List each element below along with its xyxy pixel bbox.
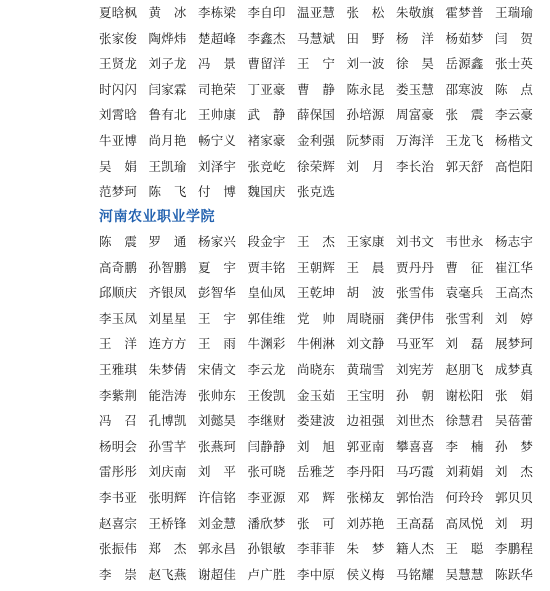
name-entry: 李云豪: [495, 107, 534, 123]
name-entry: 宋倩文: [198, 362, 237, 377]
name-entry: 皇仙凤: [247, 285, 286, 301]
name-entry: 张明辉: [148, 490, 187, 505]
name-entry: 夏晗枫: [99, 5, 138, 20]
name-entry: 王 晨: [346, 259, 385, 275]
name-row: [99, 462, 545, 482]
name-entry: 范梦珂: [99, 184, 138, 200]
name-entry: 边祖强: [346, 413, 385, 429]
name-row: [99, 488, 545, 508]
name-entry: 王宝明: [346, 387, 385, 403]
name-entry: 刘金慧: [198, 515, 237, 531]
name-entry: 张雪利: [445, 310, 484, 326]
name-entry: 闫静静: [247, 438, 286, 454]
name-entry: 能浩涛: [148, 387, 187, 403]
name-entry: 刘星星: [148, 310, 187, 326]
name-entry: 金玉茹: [297, 387, 336, 403]
name-entry: 王 宇: [198, 310, 237, 326]
name-entry: 彭智华: [198, 285, 237, 301]
name-entry: 王高杰: [495, 285, 534, 301]
name-entry: 赵飞燕: [148, 566, 187, 582]
name-row: [99, 157, 545, 177]
name-entry: 张克选: [297, 184, 336, 200]
name-entry: 王乾坤: [297, 285, 336, 301]
name-entry: 刘子龙: [148, 56, 187, 72]
name-entry: 时闪闪: [99, 81, 138, 97]
name-entry: 孙培源: [346, 107, 385, 123]
name-entry: 贾丰铭: [247, 259, 286, 275]
name-entry: 朱 梦: [346, 541, 385, 557]
name-entry: 王家康: [346, 234, 385, 249]
name-entry: 薛保国: [297, 107, 336, 123]
name-entry: 杨茹梦: [445, 30, 484, 46]
name-entry: 王俊凯: [247, 387, 286, 403]
name-entry: 李丹阳: [346, 464, 385, 480]
name-row: [99, 334, 545, 354]
name-entry: 刘 磊: [445, 336, 484, 352]
name-entry: 王 聪: [445, 541, 484, 557]
name-row: [99, 182, 545, 202]
name-entry: 孔博凯: [148, 413, 187, 429]
name-entry: 徐慧君: [445, 413, 484, 429]
name-entry: 娄玉慧: [396, 81, 435, 97]
name-entry: 田 野: [346, 30, 385, 46]
name-entry: 李长治: [396, 158, 435, 174]
name-entry: 张 松: [346, 5, 385, 20]
name-entry: 陈 飞: [148, 184, 187, 200]
name-entry: 黄瑞雪: [346, 362, 385, 377]
name-entry: 陈永昆: [346, 81, 385, 97]
name-row: [99, 565, 545, 585]
name-entry: 刘霄晗: [99, 107, 138, 123]
name-row: [99, 411, 545, 431]
name-entry: 刘 旭: [297, 438, 336, 454]
name-entry: 袁毫兵: [445, 285, 484, 301]
name-entry: 罗 通: [148, 234, 187, 249]
name-entry: 付 博: [198, 184, 237, 200]
name-entry: 籍人杰: [396, 541, 435, 557]
name-entry: 李 楠: [445, 438, 484, 454]
name-entry: 刘懿昊: [198, 413, 237, 429]
name-entry: 李中原: [297, 566, 336, 582]
name-row: [99, 386, 545, 406]
name-entry: 侯义梅: [346, 566, 385, 582]
name-entry: 张梯友: [346, 490, 385, 505]
name-entry: 胡 波: [346, 285, 385, 301]
name-entry: 刘 月: [346, 158, 385, 174]
name-entry: 党 帅: [297, 310, 336, 326]
name-entry: 刘苏艳: [346, 515, 385, 531]
name-entry: 孙 朝: [396, 387, 435, 403]
name-entry: 徐荣辉: [297, 158, 336, 174]
name-row: [99, 3, 545, 23]
name-entry: 孙 梦: [495, 438, 534, 454]
name-row: [99, 131, 545, 151]
name-entry: 孙雪芊: [148, 438, 187, 454]
name-entry: 朱敬旗: [396, 5, 435, 20]
name-entry: 冯 景: [198, 56, 237, 72]
name-entry: 杨明会: [99, 438, 138, 454]
name-entry: 郭亚南: [346, 438, 385, 454]
name-entry: 司艳荣: [198, 81, 237, 97]
name-entry: 李鹏程: [495, 541, 534, 557]
name-entry: 邱顺庆: [99, 285, 138, 301]
name-entry: 李亚源: [247, 490, 286, 505]
name-entry: 曹留洋: [247, 56, 286, 72]
name-entry: 杨家兴: [198, 234, 237, 249]
name-entry: 尚月艳: [148, 133, 187, 148]
name-entry: 张 娟: [495, 387, 534, 403]
name-entry: 王凯瑜: [148, 158, 187, 174]
name-entry: 刘 平: [198, 464, 237, 480]
name-entry: 周富豪: [396, 107, 435, 123]
name-row: [99, 539, 545, 559]
name-entry: 褚家豪: [247, 133, 286, 148]
name-entry: 王瑞瑜: [495, 5, 534, 20]
name-entry: 冯 召: [99, 413, 138, 429]
name-entry: 陈跃华: [495, 566, 534, 582]
name-entry: 万海洋: [396, 133, 435, 148]
name-entry: 金利强: [297, 133, 336, 148]
name-entry: 曹 静: [297, 81, 336, 97]
name-entry: 攀喜喜: [396, 438, 435, 454]
name-entry: 刘文静: [346, 336, 385, 352]
name-entry: 高奇鹏: [99, 259, 138, 275]
name-row: [99, 80, 545, 100]
name-entry: 吴蓓蕾: [495, 413, 534, 429]
name-entry: 崔江华: [495, 259, 534, 275]
name-entry: 高凤悦: [445, 515, 484, 531]
name-entry: 吴慧慧: [445, 566, 484, 582]
name-entry: 娄建波: [297, 413, 336, 429]
name-entry: 成梦真: [495, 362, 534, 377]
name-entry: 郭天舒: [445, 158, 484, 174]
name-entry: 王 宁: [297, 56, 336, 72]
name-entry: 谢超佳: [198, 566, 237, 582]
name-entry: 鲁有北: [148, 107, 187, 123]
name-entry: 张帅东: [198, 387, 237, 403]
name-entry: 牛亚博: [99, 133, 138, 148]
name-entry: 陶烨炜: [148, 30, 187, 46]
name-entry: 赵朋飞: [445, 362, 484, 377]
name-entry: 楚超峰: [198, 30, 237, 46]
name-entry: 张士英: [495, 56, 534, 72]
name-entry: 邓 辉: [297, 490, 336, 505]
name-entry: 马亚军: [396, 336, 435, 352]
name-entry: 牛俐淋: [297, 336, 336, 352]
name-entry: 曹 征: [445, 259, 484, 275]
name-entry: 张可晓: [247, 464, 286, 480]
name-row: [99, 514, 545, 534]
name-entry: 张雪伟: [396, 285, 435, 301]
name-entry: 李菲菲: [297, 541, 336, 557]
name-entry: 刘书文: [396, 234, 435, 249]
name-entry: 连方方: [148, 336, 187, 352]
name-entry: 刘一波: [346, 56, 385, 72]
name-entry: 周晓丽: [346, 310, 385, 326]
name-entry: 郭佳维: [247, 310, 286, 326]
name-entry: 郭贝贝: [495, 490, 534, 505]
name-entry: 孙银敏: [247, 541, 286, 557]
name-entry: 陈 震: [99, 234, 138, 249]
name-entry: 张燕珂: [198, 438, 237, 454]
name-entry: 赵喜宗: [99, 515, 138, 531]
name-entry: 马巧霞: [396, 464, 435, 480]
name-entry: 夏 宇: [198, 259, 237, 275]
name-entry: 闫家霖: [148, 81, 187, 97]
name-entry: 王 雨: [198, 336, 237, 352]
name-entry: 刘莉娟: [445, 464, 484, 480]
name-row: [99, 54, 545, 74]
name-entry: 齐银凤: [148, 285, 187, 301]
name-entry: 郭永昌: [198, 541, 237, 557]
name-entry: 谢松阳: [445, 387, 484, 403]
name-entry: 李鑫杰: [247, 30, 286, 46]
name-entry: 丁亚豪: [247, 81, 286, 97]
name-entry: 郑 杰: [148, 541, 187, 557]
name-entry: 何玲玲: [445, 490, 484, 505]
name-entry: 杨 洋: [396, 30, 435, 46]
name-entry: 牛渊彩: [247, 336, 286, 352]
name-entry: 霍梦普: [445, 5, 484, 20]
name-entry: 李 崇: [99, 566, 138, 582]
name-entry: 刘宪芳: [396, 362, 435, 377]
name-entry: 黄 冰: [148, 5, 187, 20]
name-entry: 畅宁义: [198, 133, 237, 148]
name-entry: 温亚慧: [297, 5, 336, 20]
name-row: [99, 437, 545, 457]
name-entry: 武 静: [247, 107, 286, 123]
name-entry: 刘庆南: [148, 464, 187, 480]
name-entry: 李继财: [247, 413, 286, 429]
name-entry: 李玉凤: [99, 310, 138, 326]
name-entry: 雷彤彤: [99, 464, 138, 480]
name-entry: 李栋梁: [198, 5, 237, 20]
name-entry: 王朝辉: [297, 259, 336, 275]
name-entry: 阮梦雨: [346, 133, 385, 148]
name-entry: 郭怡浩: [396, 490, 435, 505]
name-entry: 王贤龙: [99, 56, 138, 72]
name-row: [99, 283, 545, 303]
name-entry: 王龙飞: [445, 133, 484, 148]
name-entry: 岳雅芝: [297, 464, 336, 480]
name-entry: 吴 娟: [99, 158, 138, 174]
name-row: [99, 232, 545, 252]
name-entry: 刘世杰: [396, 413, 435, 429]
name-entry: 刘 婷: [495, 310, 534, 326]
name-entry: 马铭耀: [396, 566, 435, 582]
name-entry: 龚伊伟: [396, 310, 435, 326]
name-entry: 李云龙: [247, 362, 286, 377]
name-entry: 王 洋: [99, 336, 138, 352]
name-entry: 展梦珂: [495, 336, 534, 352]
name-entry: 张 震: [445, 107, 484, 123]
name-entry: 刘泽宇: [198, 158, 237, 174]
name-row: [99, 360, 545, 380]
section-heading: 河南农业职业学院: [99, 209, 215, 225]
name-entry: 李书亚: [99, 490, 138, 505]
name-entry: 王桥锋: [148, 515, 187, 531]
name-row: [99, 258, 545, 278]
name-entry: 韦世永: [445, 234, 484, 249]
name-entry: 张竞屹: [247, 158, 286, 174]
name-entry: 邵寒波: [445, 81, 484, 97]
name-entry: 张家俊: [99, 30, 138, 46]
name-entry: 杨楷文: [495, 133, 534, 148]
name-row: [99, 29, 545, 49]
name-entry: 张振伟: [99, 541, 138, 557]
name-row: [99, 309, 545, 329]
name-entry: 王帅康: [198, 107, 237, 123]
name-entry: 陈 点: [495, 81, 534, 97]
name-entry: 李紫荆: [99, 387, 138, 403]
name-entry: 王雅琪: [99, 362, 138, 377]
name-entry: 杨志宇: [495, 234, 534, 249]
name-entry: 岳源鑫: [445, 56, 484, 72]
name-entry: 许信铭: [198, 490, 237, 505]
name-entry: 徐 昊: [396, 56, 435, 72]
name-entry: 李自印: [247, 5, 286, 20]
name-entry: 王高磊: [396, 515, 435, 531]
name-row: [99, 105, 545, 125]
name-entry: 闫 贺: [495, 30, 534, 46]
name-entry: 刘 玥: [495, 515, 534, 531]
name-entry: 高恺阳: [495, 158, 534, 174]
name-entry: 张 可: [297, 515, 336, 531]
name-entry: 朱梦倩: [148, 362, 187, 377]
name-entry: 魏国庆: [247, 184, 286, 200]
name-entry: 段金宇: [247, 234, 286, 249]
name-entry: 卢广胜: [247, 566, 286, 582]
name-entry: 孙智鹏: [148, 259, 187, 275]
name-entry: 贾丹丹: [396, 259, 435, 275]
name-entry: 潘欣梦: [247, 515, 286, 531]
name-entry: 刘 杰: [495, 464, 534, 480]
name-entry: 尚晓东: [297, 362, 336, 377]
name-entry: 王 杰: [297, 234, 336, 249]
name-entry: 马慧斌: [297, 30, 336, 46]
